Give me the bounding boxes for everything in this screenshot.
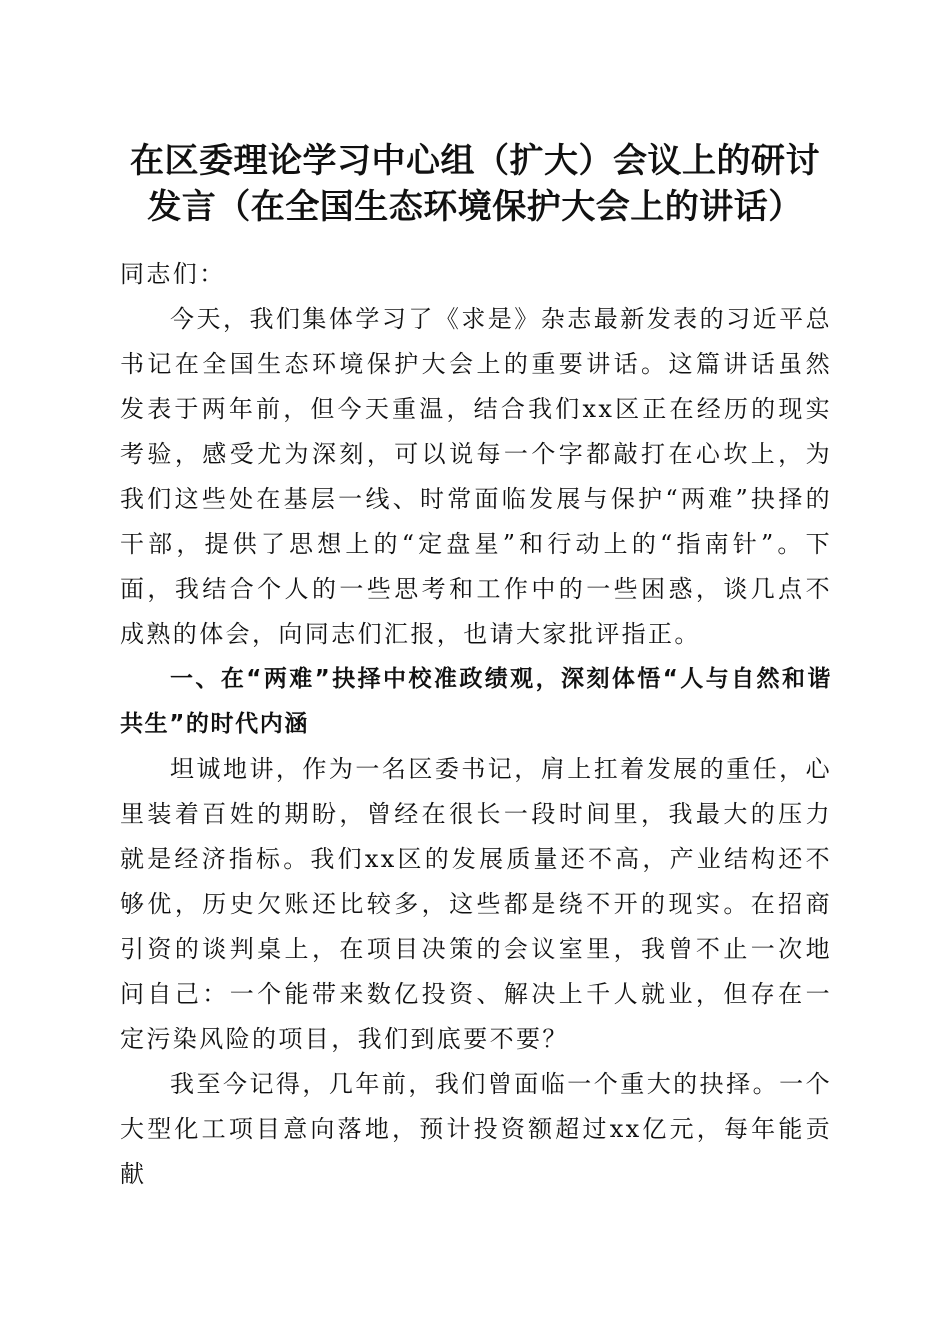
section1-paragraph-2: 我至今记得，几年前，我们曾面临一个重大的抉择。一个大型化工项目意向落地，预计投资额超过xx亿元，每年能贡献 xyxy=(120,1070,832,1188)
document-body xyxy=(120,252,832,1197)
section-heading-1: 一、在“两难”抉择中校准政绩观，深刻体悟“人与自然和谐共生”的时代内涵 xyxy=(120,666,832,737)
section1-paragraph-1: 坦诚地讲，作为一名区委书记，肩上扛着发展的重任，心里装着百姓的期盼，曾经在很长一段时间里，我最大的压力就是经济指标。我们xx区的发展质量还不高，产业结构还不够优，历史欠账还比较多，这些都是绕不开的现实。在招商引资的谈判桌上，在项目决策的会议室里，我曾不止一次地问自己：一个能带来数亿投资、解决上千人就业，但存在一定污染风险的项目，我们到底要不要？ xyxy=(120,755,832,1053)
intro-paragraph: 今天，我们集体学习了《求是》杂志最新发表的习近平总书记在全国生态环境保护大会上的重要讲话。这篇讲话虽然发表于两年前，但今天重温，结合我们xx区正在经历的现实考验，感受尤为深刻，可以说每一个字都敲打在心坎上，为我们这些处在基层一线、时常面临发展与保护“两难”抉择的干部，提供了思想上的“定盘星”和行动上的“指南针”。下面，我结合个人的一些思考和工作中的一些困惑，谈几点不成熟的体会，向同志们汇报，也请大家批评指正。 xyxy=(120,305,832,648)
document-title xyxy=(100,138,850,230)
salutation: 同志们： xyxy=(120,260,226,288)
title-line-1: 在区委理论学习中心组（扩大）会议上的研讨 xyxy=(130,141,820,181)
title-line-2: 发言（在全国生态环境保护大会上的讲话） xyxy=(147,187,803,227)
